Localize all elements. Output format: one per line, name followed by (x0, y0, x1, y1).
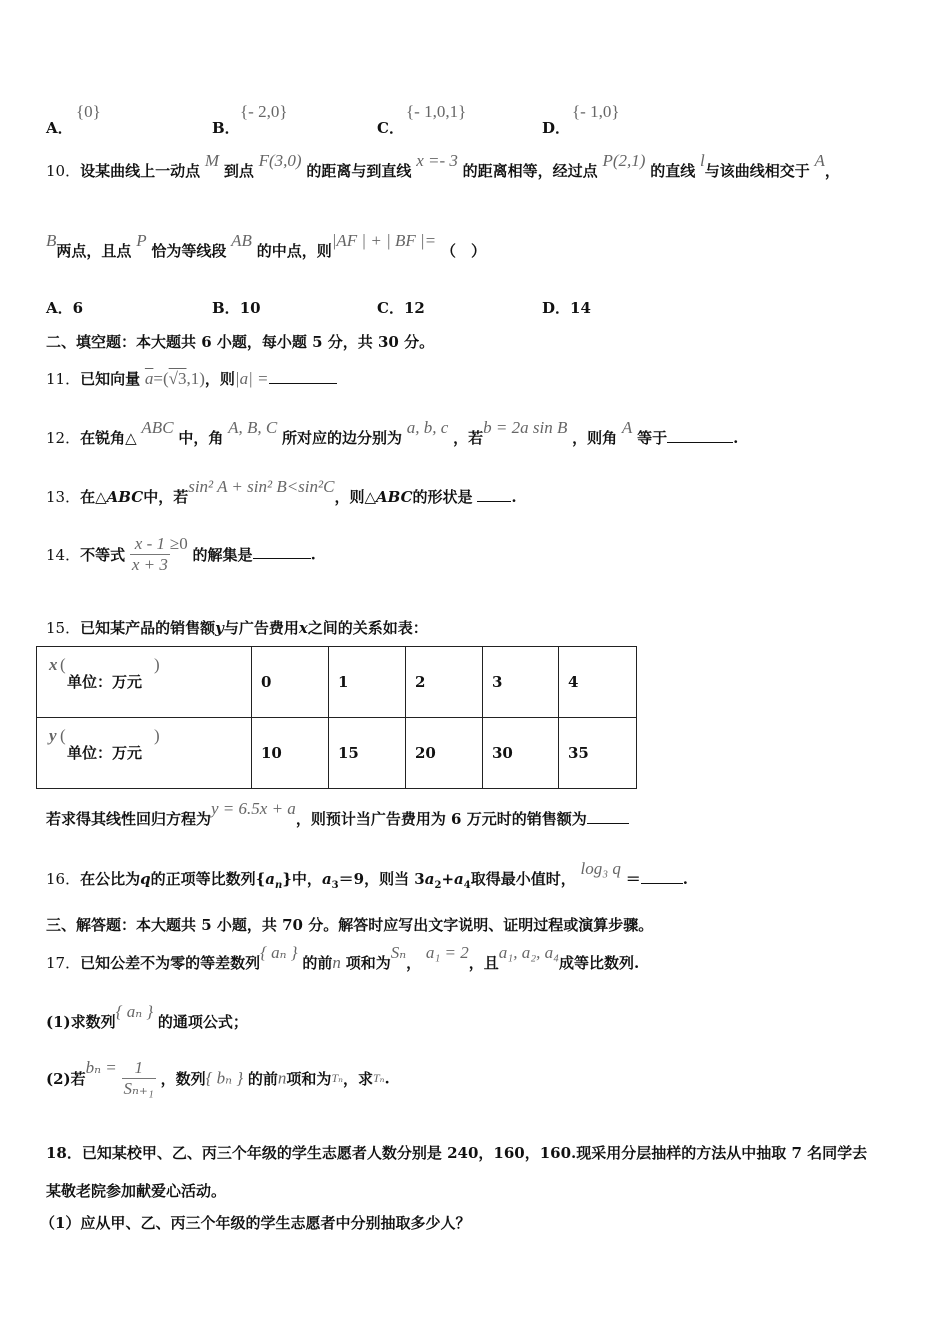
q15-data-table (36, 646, 637, 789)
q10-option-d: D．14 (542, 299, 591, 317)
q10-option-b: B．10 (212, 299, 261, 317)
q18-line2: 某敬老院参加献爱心活动。 (46, 1182, 227, 1200)
table-cell: 15 (329, 718, 406, 789)
q9-option-d: D． (542, 119, 571, 137)
q17-fraction: $\frac{1}{\text{Sₙ₊₁}}$ (123, 1058, 154, 1098)
q13: 13．在△ABC中，若sin² A + sin² B<sin²C，则△ABC的形状是 . (46, 477, 517, 506)
q10-line1: 10．设某曲线上一动点 M 到点 F(3,0) 的距离与到直线 x =- 3 的距离相等，经过点 P(2,1) 的直线 l与该曲线相交于 A， (46, 151, 840, 180)
q18-line1: 18．已知某校甲、乙、丙三个年级的学生志愿者人数分别是 240，160，160.现采用分层抽样的方法从中抽取 7 名同学去 (46, 1144, 868, 1162)
table-row-header: y ( 单位：万元 ) (37, 718, 252, 789)
q15-stem: 15．已知某产品的销售额y与广告费用x之间的关系如表： (46, 619, 428, 637)
table-cell: 4 (559, 647, 637, 718)
table-cell: 20 (406, 718, 483, 789)
q10-option-a: A．6 (46, 299, 84, 317)
section-2-heading: 二、填空题：本大题共 6 小题，每小题 5 分，共 30 分。 (46, 333, 435, 351)
q9-option-c: C． (377, 119, 404, 137)
table-cell: 0 (252, 647, 329, 718)
q17-part1: (1)求数列{ aₙ } 的通项公式； (46, 1002, 248, 1031)
q14-fraction: $\frac{x - 1}{x + 3}$ (131, 534, 168, 574)
q18-subquestion-1: （1）应从甲、乙、丙三个年级的学生志愿者中分别抽取多少人？ (40, 1214, 471, 1232)
q9-option-b-value: {- 2,0} (240, 102, 288, 121)
table-row (37, 647, 637, 718)
q11: 11．已知向量 $\overline{a}=(√3,1)$，则|a| = (46, 368, 337, 389)
q12: 12．在锐角△ ABC 中，角 A, B, C 所对应的边分别为 a, b, c ，若b = 2a sin B ，则角 A 等于 . (46, 418, 739, 447)
table-row-header: x ( 单位：万元 ) (37, 647, 252, 718)
table-row (37, 718, 637, 789)
table-cell: 2 (406, 647, 483, 718)
q14: 14．不等式 $\frac{x - 1}{x + 3}$ ≥0 的解集是 . (46, 534, 316, 574)
q17-part2: (2)若bₙ = $\frac{1}{\text{Sₙ₊₁}}$ ，数列{ bₙ } 的前n项和为Tₙ，求Tₙ. (46, 1058, 390, 1098)
q10-line2: B两点，且点 P 恰为等线段 AB 的中点，则|AF | + | BF |= （ ） (46, 231, 486, 260)
q9-option-a-value: {0} (76, 102, 101, 121)
table-cell: 35 (559, 718, 637, 789)
q16: 16．在公比为q的正项等比数列$\{a_n\}$中，$a_3=9$，则当 $3a_2+a_4$取得最小值时， log₃ q ＝ . (46, 859, 688, 891)
table-cell: 30 (483, 718, 559, 789)
section-3-heading: 三、解答题：本大题共 5 小题，共 70 分。解答时应写出文字说明、证明过程或演算步骤。 (46, 916, 654, 934)
table-cell: 1 (329, 647, 406, 718)
q9-option-b: B． (212, 119, 240, 137)
q9-option-d-value: {- 1,0} (572, 102, 620, 121)
q17: 17．已知公差不为零的等差数列{ aₙ } 的前n 项和为Sₙ， a₁ = 2，且a₁, a₂, a₄成等比数列. (46, 943, 640, 972)
q9-option-c-value: {- 1,0,1} (406, 102, 467, 121)
q15-question: 若求得其线性回归方程为y = 6.5x + a，则预计当广告费用为 6 万元时的销售额为 (46, 808, 629, 829)
q9-option-a: A． (46, 119, 73, 137)
table-cell: 3 (483, 647, 559, 718)
table-cell: 10 (252, 718, 329, 789)
q10-option-c: C．12 (377, 299, 425, 317)
